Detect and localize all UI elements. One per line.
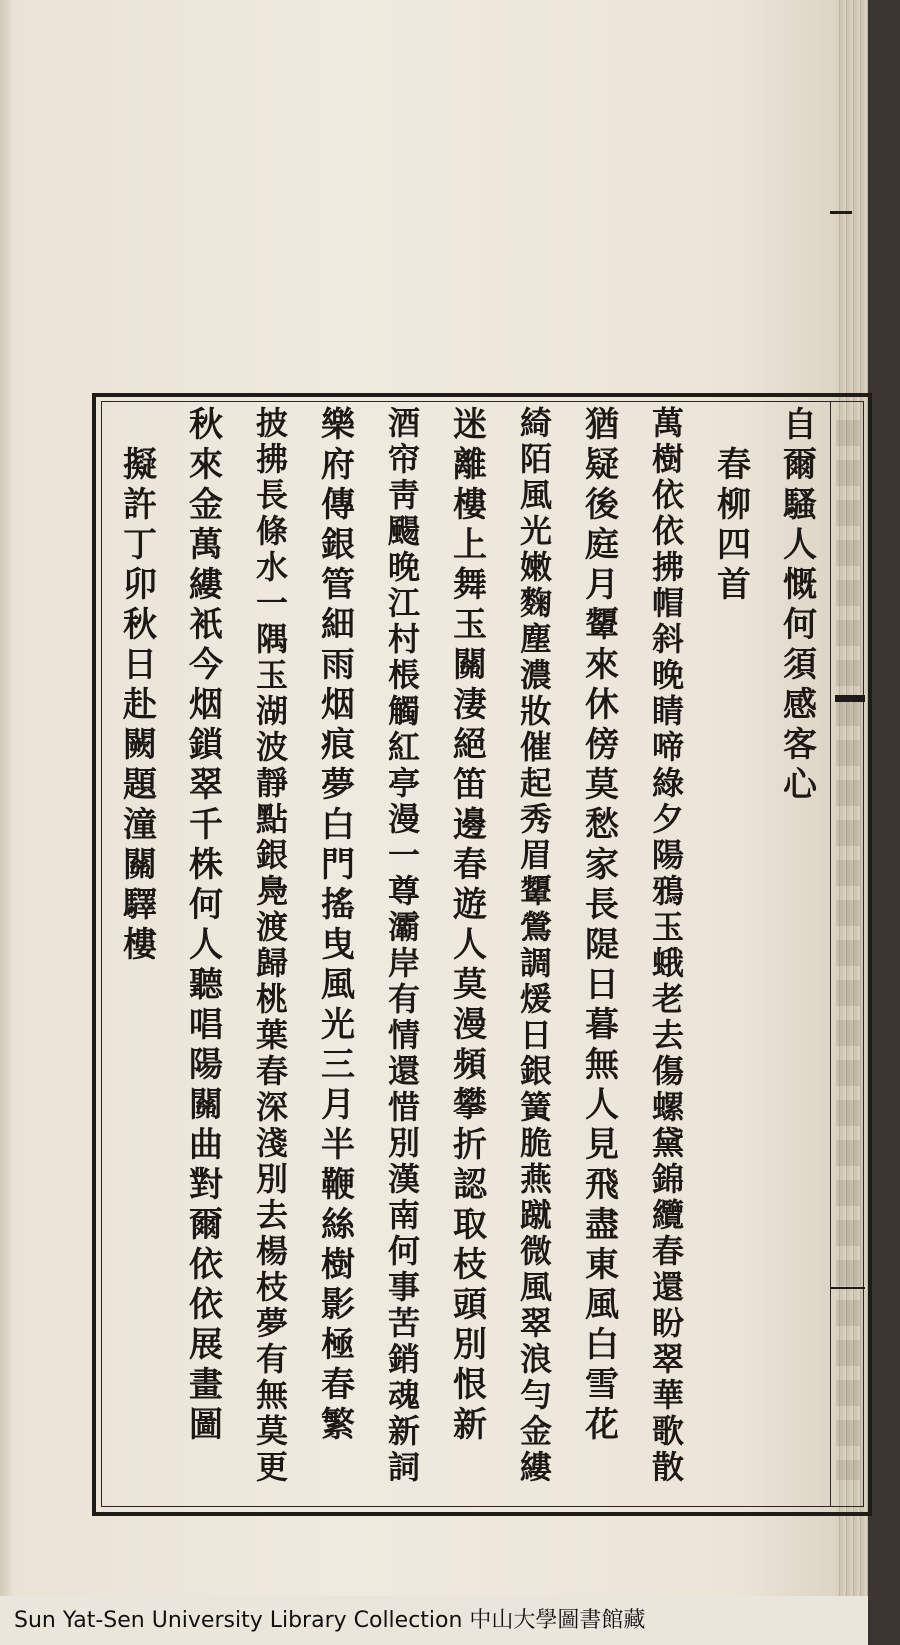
glyph: 日 [123, 645, 157, 685]
glyph: 棖 [387, 656, 420, 694]
glyph: 纜 [651, 1196, 684, 1234]
glyph: 題 [123, 765, 157, 805]
glyph: 丁 [123, 525, 157, 565]
glyph: 邊 [453, 805, 487, 845]
glyph: 湖 [255, 692, 288, 730]
glyph: 老 [651, 980, 684, 1018]
glyph: 陽 [651, 836, 684, 874]
glyph: 心 [783, 765, 817, 805]
glyph: 陌 [519, 440, 552, 478]
glyph: 秋 [123, 605, 157, 645]
glyph: 靑 [387, 476, 420, 514]
glyph: 取 [453, 1205, 487, 1245]
glyph: 花 [585, 1405, 619, 1445]
glyph: 迷 [453, 405, 487, 445]
glyph: 關 [453, 645, 487, 685]
glyph: 關 [189, 1085, 223, 1125]
glyph: 歸 [255, 944, 288, 982]
glyph: 金 [189, 485, 223, 525]
glyph: 慨 [783, 565, 817, 605]
glyph: 帘 [387, 440, 420, 478]
glyph: 拂 [255, 440, 288, 478]
glyph: 起 [519, 764, 552, 802]
glyph: 騷 [783, 485, 817, 525]
glyph: 何 [783, 605, 817, 645]
glyph: 夢 [255, 1304, 288, 1342]
glyph: 鶯 [519, 908, 552, 946]
glyph: 客 [783, 725, 817, 765]
glyph: 絲 [321, 1205, 355, 1245]
text-column [242, 405, 302, 1500]
glyph: 白 [585, 1325, 619, 1365]
glyph: 莫 [585, 765, 619, 805]
glyph: 嫩 [519, 548, 552, 586]
glyph: 家 [585, 845, 619, 885]
glyph: 啼 [651, 728, 684, 766]
glyph: 休 [585, 685, 619, 725]
glyph: 玉 [255, 656, 288, 694]
glyph: 尊 [387, 872, 420, 910]
glyph: 首 [717, 565, 751, 605]
glyph: 翠 [189, 765, 223, 805]
glyph: 顰 [585, 605, 619, 645]
glyph: 亭 [387, 764, 420, 802]
glyph: 岸 [387, 944, 420, 982]
glyph: 枝 [255, 1268, 288, 1306]
text-column [308, 405, 368, 1500]
glyph: 麴 [519, 584, 552, 622]
glyph: 秀 [519, 800, 552, 838]
glyph: 一 [387, 836, 420, 874]
glyph: 人 [453, 925, 487, 965]
glyph: 銀 [321, 525, 355, 565]
glyph: 散 [651, 1448, 684, 1486]
glyph: 春 [717, 445, 751, 485]
glyph: 夢 [321, 765, 355, 805]
glyph: 陽 [189, 1045, 223, 1085]
glyph: 綺 [519, 404, 552, 442]
glyph: 白 [321, 805, 355, 845]
glyph: 漫 [453, 1005, 487, 1045]
glyph: 別 [255, 1160, 288, 1198]
glyph: 樹 [651, 440, 684, 478]
glyph: 江 [387, 584, 420, 622]
glyph: 催 [519, 728, 552, 766]
glyph: 春 [453, 845, 487, 885]
glyph: 簧 [519, 1088, 552, 1126]
glyph: 傍 [585, 725, 619, 765]
glyph: 斜 [651, 620, 684, 658]
glyph: 暮 [585, 1005, 619, 1045]
glyph: 爾 [783, 445, 817, 485]
glyph: 風 [519, 1268, 552, 1306]
glyph: 別 [387, 1124, 420, 1162]
glyph: 帽 [651, 584, 684, 622]
glyph: 細 [321, 605, 355, 645]
vertical-text-columns [110, 405, 830, 1500]
glyph: 舞 [453, 565, 487, 605]
glyph: 深 [255, 1088, 288, 1126]
glyph: 四 [717, 525, 751, 565]
collection-caption: Sun Yat-Sen University Library Collection 中山大學圖書館藏 [0, 1596, 868, 1645]
glyph: 聽 [189, 965, 223, 1005]
glyph: 痕 [321, 725, 355, 765]
glyph: 蹴 [519, 1196, 552, 1234]
glyph: 銷 [387, 1340, 420, 1378]
glyph: 有 [255, 1340, 288, 1378]
glyph: 還 [387, 1052, 420, 1090]
glyph: 更 [255, 1448, 288, 1486]
glyph: 去 [651, 1016, 684, 1054]
text-column [572, 405, 632, 1500]
glyph: 淒 [453, 685, 487, 725]
glyph: 隄 [585, 925, 619, 965]
glyph: 去 [255, 1196, 288, 1234]
glyph [116, 405, 164, 445]
glyph: 隅 [255, 620, 288, 658]
glyph: 今 [189, 645, 223, 685]
glyph: 爾 [189, 1205, 223, 1245]
glyph: 新 [453, 1405, 487, 1445]
glyph: 晚 [387, 548, 420, 586]
glyph: 莫 [255, 1412, 288, 1450]
text-column [770, 405, 830, 1500]
glyph: 須 [783, 645, 817, 685]
glyph: 唱 [189, 1005, 223, 1045]
glyph: 靜 [255, 764, 288, 802]
glyph: 雨 [321, 645, 355, 685]
glyph: 縷 [189, 565, 223, 605]
glyph: 攀 [453, 1085, 487, 1125]
glyph: 樂 [321, 405, 355, 445]
glyph: 披 [255, 404, 288, 442]
glyph: 何 [189, 885, 223, 925]
glyph: 還 [651, 1268, 684, 1306]
glyph: 詞 [387, 1448, 420, 1486]
glyph: 華 [651, 1376, 684, 1414]
glyph: 灞 [387, 908, 420, 946]
glyph: 眉 [519, 836, 552, 874]
glyph: 點 [255, 800, 288, 838]
glyph: 鞭 [321, 1165, 355, 1205]
glyph: 門 [321, 845, 355, 885]
glyph: 恨 [453, 1365, 487, 1405]
glyph: 楊 [255, 1232, 288, 1270]
glyph: 許 [123, 485, 157, 525]
glyph: 上 [453, 525, 487, 565]
glyph: 傳 [321, 485, 355, 525]
glyph: 渡 [255, 908, 288, 946]
glyph: 見 [585, 1125, 619, 1165]
glyph: 村 [387, 620, 420, 658]
glyph: 情 [387, 1016, 420, 1054]
glyph: 半 [321, 1125, 355, 1165]
glyph: 春 [321, 1365, 355, 1405]
glyph: 驛 [123, 885, 157, 925]
page-gutter-shadow [0, 0, 14, 1645]
glyph: 枝 [453, 1245, 487, 1285]
glyph: 依 [189, 1245, 223, 1285]
glyph: 感 [783, 685, 817, 725]
glyph: 千 [189, 805, 223, 845]
glyph: 睛 [651, 692, 684, 730]
glyph: 柳 [717, 485, 751, 525]
glyph: 畫 [189, 1365, 223, 1405]
glyph: 東 [585, 1245, 619, 1285]
glyph: 酒 [387, 404, 420, 442]
glyph: 魂 [387, 1376, 420, 1414]
glyph: 燕 [519, 1160, 552, 1198]
glyph: 來 [585, 645, 619, 685]
glyph: 煖 [519, 980, 552, 1018]
text-column [440, 405, 500, 1500]
glyph: 無 [585, 1045, 619, 1085]
glyph: 綠 [651, 764, 684, 802]
glyph: 微 [519, 1232, 552, 1270]
glyph: 鎖 [189, 725, 223, 765]
glyph: 玉 [453, 605, 487, 645]
glyph: 府 [321, 445, 355, 485]
glyph: 折 [453, 1125, 487, 1165]
glyph: 葉 [255, 1016, 288, 1054]
glyph: 玉 [651, 908, 684, 946]
glyph: 盼 [651, 1304, 684, 1342]
glyph: 潼 [123, 805, 157, 845]
glyph: 縷 [519, 1448, 552, 1486]
glyph: 蛾 [651, 944, 684, 982]
glyph: 水 [255, 548, 288, 586]
glyph: 別 [453, 1325, 487, 1365]
glyph: 颺 [387, 512, 420, 550]
glyph: 漢 [387, 1160, 420, 1198]
glyph: 影 [321, 1285, 355, 1325]
glyph: 絕 [453, 725, 487, 765]
glyph: 新 [387, 1412, 420, 1450]
glyph: 勻 [519, 1376, 552, 1414]
frame-column-rule [830, 401, 831, 1506]
glyph: 月 [585, 565, 619, 605]
glyph: 有 [387, 980, 420, 1018]
glyph: 顰 [519, 872, 552, 910]
text-column [704, 405, 764, 1500]
glyph: 人 [783, 525, 817, 565]
text-column [176, 405, 236, 1500]
glyph: 樓 [123, 925, 157, 965]
glyph: 風 [519, 476, 552, 514]
glyph: 疑 [585, 445, 619, 485]
glyph: 鳧 [255, 872, 288, 910]
text-column [374, 405, 434, 1500]
glyph: 無 [255, 1376, 288, 1414]
glyph: 來 [189, 445, 223, 485]
glyph: 曲 [189, 1125, 223, 1165]
glyph: 南 [387, 1196, 420, 1234]
glyph: 條 [255, 512, 288, 550]
glyph: 莫 [453, 965, 487, 1005]
text-column [638, 405, 698, 1500]
glyph: 頻 [453, 1045, 487, 1085]
glyph: 惜 [387, 1088, 420, 1126]
glyph: 自 [783, 405, 817, 445]
page-marker-line [830, 1287, 865, 1289]
glyph: 桃 [255, 980, 288, 1018]
glyph: 錦 [651, 1160, 684, 1198]
glyph: 人 [585, 1085, 619, 1125]
glyph: 翠 [651, 1340, 684, 1378]
glyph: 長 [255, 476, 288, 514]
glyph: 赴 [123, 685, 157, 725]
glyph: 秋 [189, 405, 223, 445]
glyph: 烟 [189, 685, 223, 725]
glyph: 苦 [387, 1304, 420, 1342]
glyph: 黛 [651, 1124, 684, 1162]
glyph: 管 [321, 565, 355, 605]
glyph: 日 [585, 965, 619, 1005]
glyph: 月 [321, 1085, 355, 1125]
glyph: 日 [519, 1016, 552, 1054]
glyph: 飛 [585, 1165, 619, 1205]
glyph: 一 [255, 584, 288, 622]
glyph: 極 [321, 1325, 355, 1365]
glyph: 夕 [651, 800, 684, 838]
glyph: 雪 [585, 1365, 619, 1405]
glyph: 愁 [585, 805, 619, 845]
page-marker-tab [835, 695, 865, 702]
glyph: 依 [189, 1285, 223, 1325]
glyph: 猶 [585, 405, 619, 445]
glyph: 圖 [189, 1405, 223, 1445]
glyph: 笛 [453, 765, 487, 805]
glyph: 妝 [519, 692, 552, 730]
glyph: 後 [585, 485, 619, 525]
glyph: 歌 [651, 1412, 684, 1450]
glyph: 春 [255, 1052, 288, 1090]
glyph: 螺 [651, 1088, 684, 1126]
glyph: 株 [189, 845, 223, 885]
glyph: 烟 [321, 685, 355, 725]
glyph [710, 405, 758, 445]
bleed-through-text [836, 420, 860, 1480]
glyph: 傷 [651, 1052, 684, 1090]
glyph: 依 [651, 476, 684, 514]
glyph: 塵 [519, 620, 552, 658]
glyph: 卯 [123, 565, 157, 605]
glyph: 事 [387, 1268, 420, 1306]
glyph: 浪 [519, 1340, 552, 1378]
glyph: 銀 [519, 1052, 552, 1090]
glyph: 對 [189, 1165, 223, 1205]
glyph: 翠 [519, 1304, 552, 1342]
glyph: 銀 [255, 836, 288, 874]
glyph: 拂 [651, 548, 684, 586]
glyph: 頭 [453, 1285, 487, 1325]
glyph: 曳 [321, 925, 355, 965]
glyph: 晚 [651, 656, 684, 694]
glyph: 春 [651, 1232, 684, 1270]
glyph: 金 [519, 1412, 552, 1450]
glyph: 光 [519, 512, 552, 550]
glyph: 衹 [189, 605, 223, 645]
glyph: 風 [321, 965, 355, 1005]
glyph: 關 [123, 845, 157, 885]
glyph: 漫 [387, 800, 420, 838]
glyph: 紅 [387, 728, 420, 766]
glyph: 樹 [321, 1245, 355, 1285]
glyph: 擬 [123, 445, 157, 485]
glyph: 光 [321, 1005, 355, 1045]
glyph: 離 [453, 445, 487, 485]
glyph: 何 [387, 1232, 420, 1270]
glyph: 盡 [585, 1205, 619, 1245]
glyph: 脆 [519, 1124, 552, 1162]
glyph: 調 [519, 944, 552, 982]
glyph: 依 [651, 512, 684, 550]
glyph: 鴉 [651, 872, 684, 910]
glyph: 闕 [123, 725, 157, 765]
glyph: 三 [321, 1045, 355, 1085]
glyph: 庭 [585, 525, 619, 565]
text-column [110, 405, 170, 1500]
glyph: 萬 [189, 525, 223, 565]
glyph: 認 [453, 1165, 487, 1205]
glyph: 風 [585, 1285, 619, 1325]
text-column [506, 405, 566, 1500]
glyph: 萬 [651, 404, 684, 442]
glyph: 淺 [255, 1124, 288, 1162]
glyph: 長 [585, 885, 619, 925]
glyph: 展 [189, 1325, 223, 1365]
page-marker-dash [830, 211, 852, 214]
glyph: 樓 [453, 485, 487, 525]
glyph: 遊 [453, 885, 487, 925]
glyph: 波 [255, 728, 288, 766]
glyph: 濃 [519, 656, 552, 694]
glyph: 觸 [387, 692, 420, 730]
glyph: 搖 [321, 885, 355, 925]
glyph: 繁 [321, 1405, 355, 1445]
glyph: 人 [189, 925, 223, 965]
